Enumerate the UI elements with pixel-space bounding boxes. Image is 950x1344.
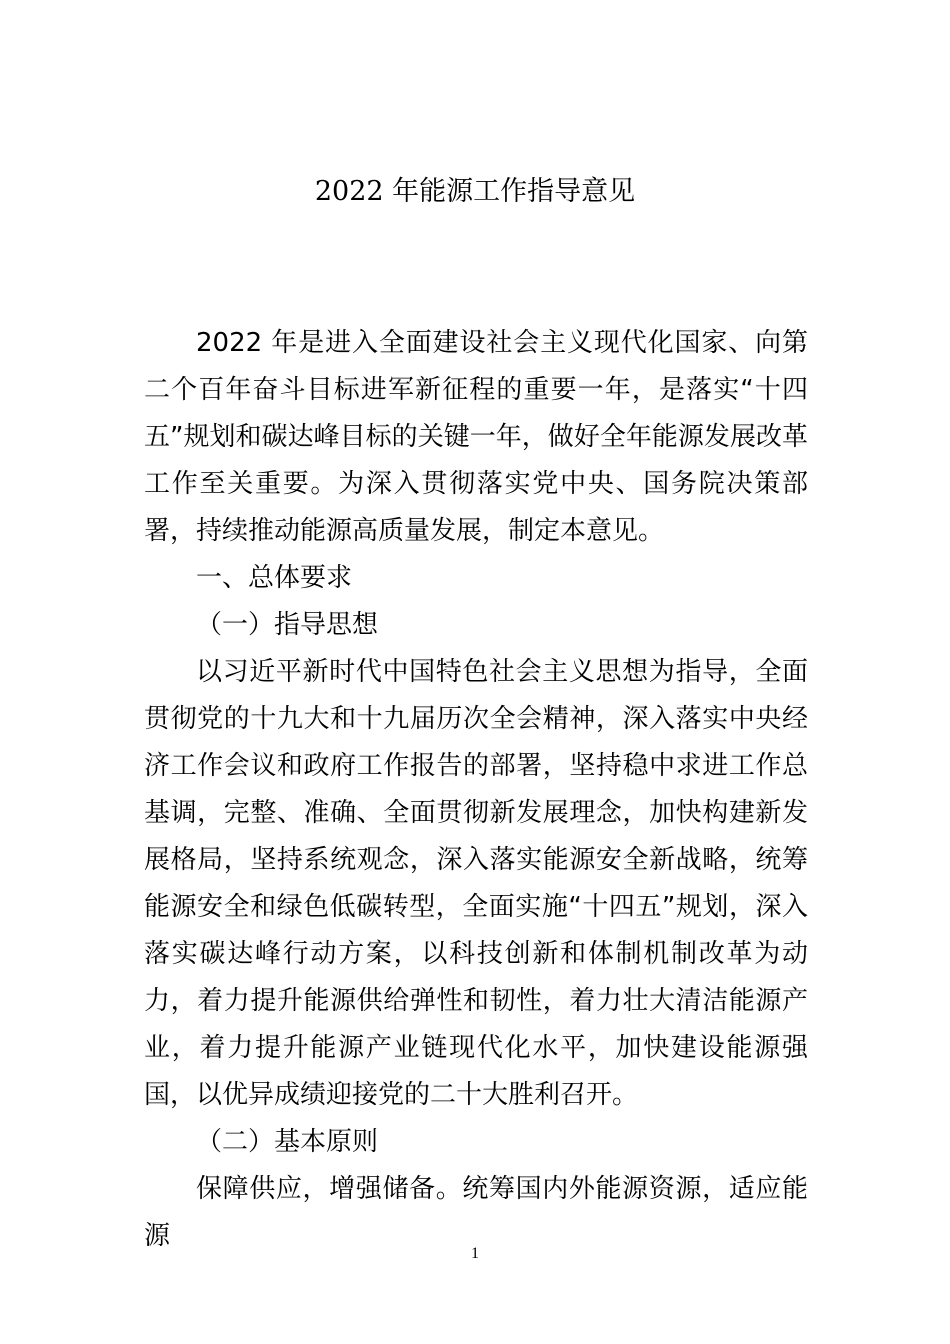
section-heading-general-requirements: 一、总体要求 [196,563,353,593]
document-body [144,320,808,1260]
subsection-heading-guiding-ideology: （一）指导思想 [196,610,379,640]
page-number: 1 [471,1245,479,1262]
basic-principles-paragraph: 保障供应，增强储备。统筹国内外能源资源，适应能源 [144,1174,808,1251]
document-title: 2022 年能源工作指导意见 [314,176,636,207]
intro-paragraph: 2022 年是进入全面建设社会主义现代化国家、向第二个百年奋斗目标进军新征程的重要一年，是落实“十四五”规划和碳达峰目标的关键一年，做好全年能源发展改革工作至关重要。为深入贯彻落实党中央、国务院决策部署，持续推动能源高质量发展，制定本意见。 [144,328,808,546]
subsection-heading-basic-principles: （二）基本原则 [196,1127,379,1157]
guiding-ideology-paragraph: 以习近平新时代中国特色社会主义思想为指导，全面贯彻党的十九大和十九届历次全会精神，深入落实中央经济工作会议和政府工作报告的部署，坚持稳中求进工作总基调，完整、准确、全面贯彻新发展理念，加快构建新发展格局，坚持系统观念，深入落实能源安全新战略，统筹能源安全和绿色低碳转型，全面实施“十四五”规划，深入落实碳达峰行动方案，以科技创新和体制机制改革为动力，着力提升能源供给弹性和韧性，着力壮大清洁能源产业，着力提升能源产业链现代化水平，加快建设能源强国，以优异成绩迎接党的二十大胜利召开。 [144,657,808,1110]
